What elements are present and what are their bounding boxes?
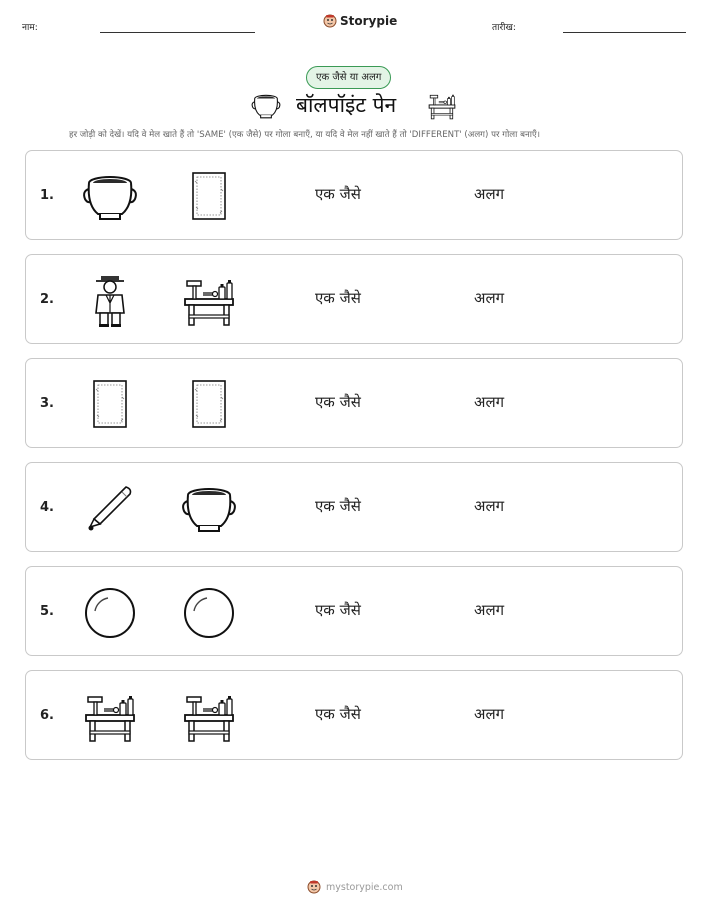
instruction-text: हर जोड़ी को देखें। यदि वे मेल खाते हैं तो 'SAME' (एक जैसे) पर गोला बनाएँ, या यदि वे मेल नहीं खाते हैं तो 'DIFFERENT' (अलग) पर गोला बनाएँ।	[69, 130, 540, 140]
pen-icon	[82, 481, 138, 537]
circle-icon	[82, 585, 138, 641]
pot-icon	[181, 481, 237, 537]
question-row	[25, 358, 683, 448]
same-option[interactable]: एक जैसे	[315, 705, 361, 723]
page-title: बॉलपॉइंट पेन	[296, 93, 397, 117]
footer-url[interactable]: mystorypie.com	[326, 881, 403, 893]
different-option[interactable]: अलग	[474, 185, 505, 203]
question-number: 2.	[40, 292, 54, 307]
question-number: 1.	[40, 188, 54, 203]
storypie-mascot-icon	[307, 880, 321, 894]
question-number: 5.	[40, 604, 54, 619]
brand-logo	[323, 14, 397, 28]
different-option[interactable]: अलग	[474, 393, 505, 411]
man-in-suit-icon	[82, 273, 138, 329]
paper-bag-icon	[181, 377, 237, 433]
date-line[interactable]	[563, 32, 686, 33]
workbench-icon	[181, 689, 237, 745]
question-row	[25, 462, 683, 552]
footer	[307, 880, 403, 894]
same-option[interactable]: एक जैसे	[315, 393, 361, 411]
pot-icon	[82, 169, 138, 225]
pot-icon	[251, 91, 281, 121]
same-option[interactable]: एक जैसे	[315, 185, 361, 203]
storypie-mascot-icon	[323, 14, 337, 28]
question-number: 4.	[40, 500, 54, 515]
same-option[interactable]: एक जैसे	[315, 601, 361, 619]
same-option[interactable]: एक जैसे	[315, 289, 361, 307]
worksheet-tag: एक जैसे या अलग	[306, 66, 391, 89]
question-row	[25, 670, 683, 760]
workbench-icon	[181, 273, 237, 329]
name-label: नाम:	[22, 23, 38, 33]
question-number: 6.	[40, 708, 54, 723]
name-line[interactable]	[100, 32, 255, 33]
question-row	[25, 566, 683, 656]
workbench-icon	[426, 91, 458, 121]
brand-name: Storypie	[340, 14, 398, 28]
different-option[interactable]: अलग	[474, 497, 505, 515]
question-row	[25, 150, 683, 240]
question-row	[25, 254, 683, 344]
different-option[interactable]: अलग	[474, 289, 505, 307]
paper-bag-icon	[82, 377, 138, 433]
date-label: तारीख:	[492, 23, 516, 33]
question-number: 3.	[40, 396, 54, 411]
same-option[interactable]: एक जैसे	[315, 497, 361, 515]
circle-icon	[181, 585, 237, 641]
different-option[interactable]: अलग	[474, 705, 505, 723]
paper-bag-icon	[181, 169, 237, 225]
different-option[interactable]: अलग	[474, 601, 505, 619]
workbench-icon	[82, 689, 138, 745]
